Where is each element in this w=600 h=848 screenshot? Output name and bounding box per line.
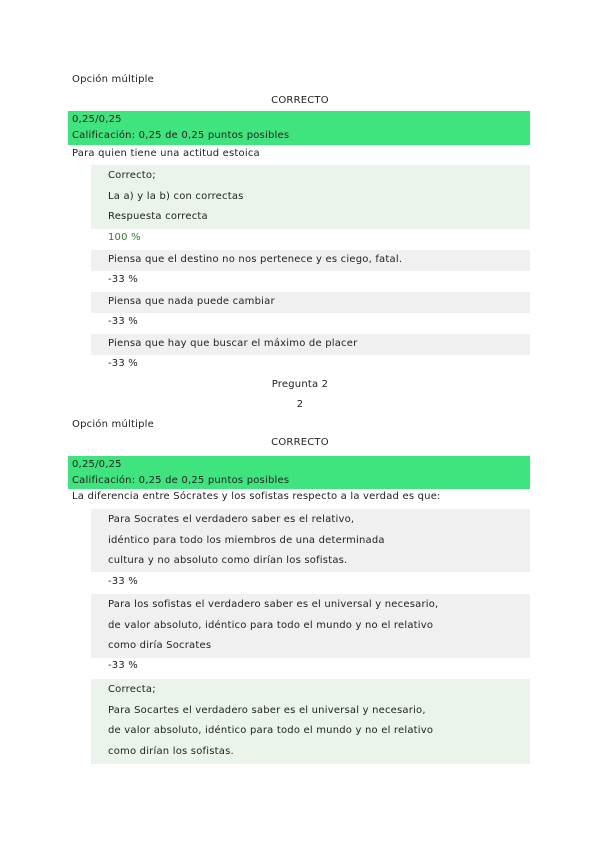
q2-grade: Calificación: 0,25 de 0,25 puntos posibles <box>72 475 290 486</box>
q1-option-percent: -33 % <box>108 274 139 285</box>
q1-option <box>91 250 530 271</box>
q2-correct-answer <box>91 679 530 764</box>
q2-score-bar <box>68 456 530 489</box>
q1-option-percent: -33 % <box>108 316 139 327</box>
q2-option-line: idéntico para todo los miembros de una determinada <box>108 535 385 546</box>
q1-option-percent: -33 % <box>108 358 139 369</box>
q2-correct-line: Correcta; <box>108 684 156 695</box>
q1-prompt: Para quien tiene una actitud estoica <box>72 148 260 159</box>
q2-correct-line: Para Socartes el verdadero saber es el universal y necesario, <box>108 705 426 716</box>
q1-correct-percent: 100 % <box>108 232 141 243</box>
q2-correct-line: como dirían los sofistas. <box>108 746 234 757</box>
q2-result: CORRECTO <box>271 437 329 448</box>
q1-option-text: Piensa que hay que buscar el máximo de placer <box>108 338 358 349</box>
q2-option-line: cultura y no absoluto como dirían los sofistas. <box>108 555 348 566</box>
q1-option-text: Piensa que el destino no nos pertenece y es ciego, fatal. <box>108 254 403 265</box>
q2-heading: Pregunta 2 <box>271 379 329 390</box>
q2-option <box>91 594 530 658</box>
q1-correct-line: La a) y la b) con correctas <box>108 191 244 202</box>
q2-option-line: de valor absoluto, idéntico para todo el mundo y no el relativo <box>108 620 434 631</box>
q2-option-line: como diría Socrates <box>108 640 212 651</box>
q2-option-line: Para Socrates el verdadero saber es el relativo, <box>108 514 355 525</box>
q1-option <box>91 334 530 355</box>
q2-correct-line: de valor absoluto, idéntico para todo el mundo y no el relativo <box>108 725 434 736</box>
q2-prompt: La diferencia entre Sócrates y los sofistas respecto a la verdad es que: <box>72 491 441 502</box>
q1-correct-line: Respuesta correcta <box>108 211 208 222</box>
q1-correct-line: Correcto; <box>108 170 156 181</box>
q1-option <box>91 292 530 313</box>
q2-option-line: Para los sofistas el verdadero saber es el universal y necesario, <box>108 599 439 610</box>
q2-option-percent: -33 % <box>108 576 139 587</box>
q2-option <box>91 509 530 572</box>
q2-number: 2 <box>296 399 304 410</box>
q1-score-bar <box>68 111 530 145</box>
q1-grade: Calificación: 0,25 de 0,25 puntos posibles <box>72 130 290 141</box>
q1-score: 0,25/0,25 <box>72 114 122 125</box>
q2-score: 0,25/0,25 <box>72 459 122 470</box>
q1-correct-answer <box>91 165 530 229</box>
q1-option-text: Piensa que nada puede cambiar <box>108 296 275 307</box>
q2-type-label: Opción múltiple <box>72 419 154 430</box>
q2-option-percent: -33 % <box>108 660 139 671</box>
q1-result: CORRECTO <box>271 95 329 106</box>
q1-type-label: Opción múltiple <box>72 74 154 85</box>
